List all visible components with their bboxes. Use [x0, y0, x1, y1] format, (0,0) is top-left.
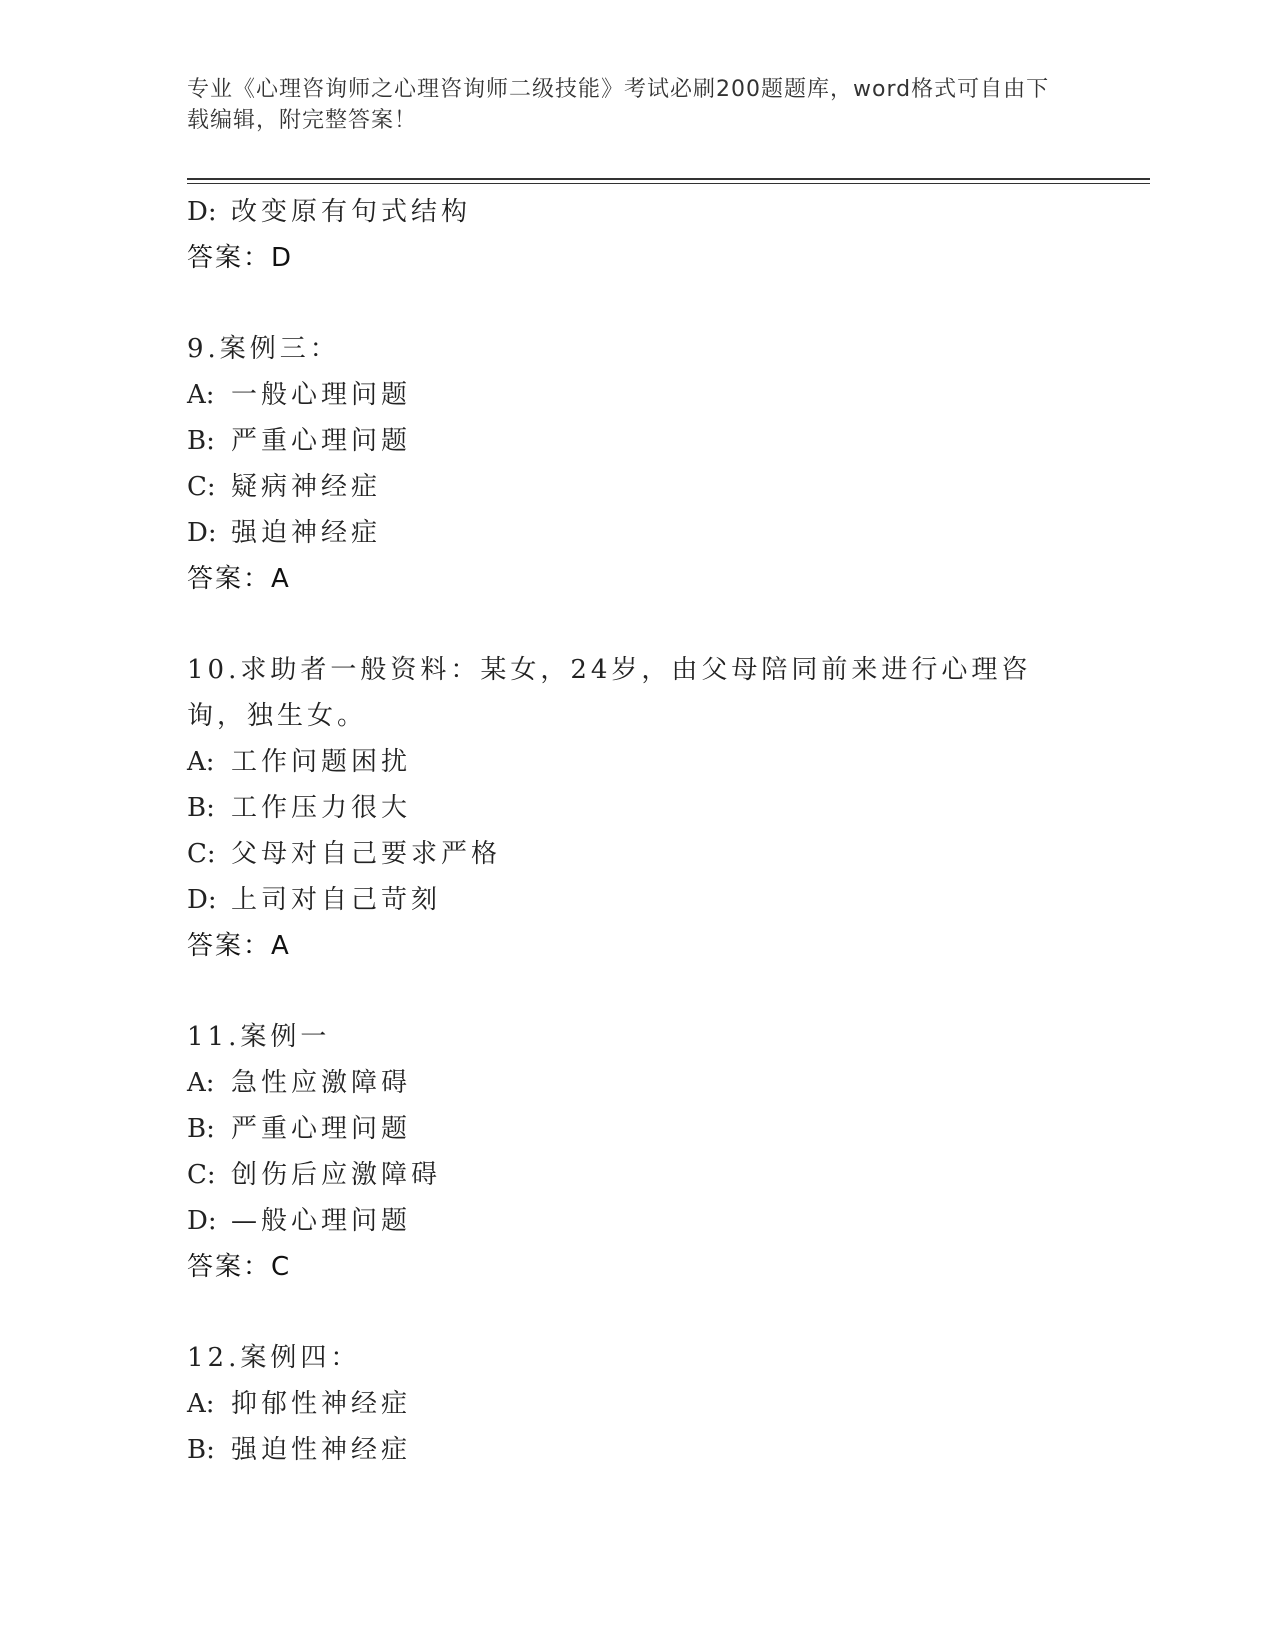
block-spacer: [187, 602, 1077, 647]
header-rule-thin: [187, 183, 1150, 184]
header-rule-thick: [187, 178, 1150, 180]
answer-line: 答案：A: [187, 931, 291, 961]
option-text: 父母对自己要求严格: [231, 839, 502, 869]
option-label: D:: [187, 518, 217, 548]
option-text: 上司对自己苛刻: [231, 885, 442, 915]
question-list: [187, 189, 1077, 1473]
option-text: 严重心理问题: [231, 1114, 412, 1144]
option-label: D:: [187, 197, 217, 227]
option-label: A:: [187, 380, 215, 410]
document-header: 专业《心理咨询师之心理咨询师二级技能》考试必刷200题题库，word格式可自由下载编辑，附完整答案！: [187, 77, 1050, 133]
option-d: [187, 510, 1077, 556]
question-text: 10.求助者一般资料：某女，24岁，由父母陪同前来进行心理咨询，独生女。: [187, 655, 1032, 731]
question-block: [187, 326, 1077, 602]
option-text: 抑郁性神经症: [231, 1389, 412, 1419]
option-c: [187, 1152, 1077, 1198]
question-text: 9.案例三：: [187, 334, 340, 364]
option-label: B:: [187, 1114, 215, 1144]
option-a: [187, 1381, 1077, 1427]
block-spacer: [187, 1290, 1077, 1335]
option-label: B:: [187, 793, 215, 823]
answer-line: 答案：A: [187, 564, 291, 594]
option-text: 创伤后应激障碍: [231, 1160, 442, 1190]
option-label: A:: [187, 747, 215, 777]
option-label: C:: [187, 1160, 216, 1190]
question-block: [187, 647, 1077, 969]
option-text: 严重心理问题: [231, 426, 412, 456]
question-block: [187, 189, 1077, 281]
option-label: D:: [187, 885, 217, 915]
question-block: [187, 1335, 1077, 1473]
option-text: 工作压力很大: [231, 793, 412, 823]
block-spacer: [187, 969, 1077, 1014]
option-text: 疑病神经症: [231, 472, 382, 502]
question-block: [187, 1014, 1077, 1290]
option-b: [187, 785, 1077, 831]
option-text: 急性应激障碍: [231, 1068, 412, 1098]
option-b: [187, 1427, 1077, 1473]
option-c: [187, 831, 1077, 877]
option-b: [187, 1106, 1077, 1152]
option-label: C:: [187, 472, 216, 502]
option-a: [187, 739, 1077, 785]
answer-line: 答案：C: [187, 1252, 292, 1282]
option-text: —般心理问题: [231, 1206, 412, 1236]
option-d: [187, 1198, 1077, 1244]
option-a: [187, 1060, 1077, 1106]
option-label: C:: [187, 839, 216, 869]
option-label: A:: [187, 1068, 215, 1098]
option-label: D:: [187, 1206, 217, 1236]
option-text: 工作问题困扰: [231, 747, 412, 777]
option-d: [187, 189, 1077, 235]
option-label: A:: [187, 1389, 215, 1419]
option-a: [187, 372, 1077, 418]
option-text: 一般心理问题: [231, 380, 412, 410]
option-d: [187, 877, 1077, 923]
option-label: B:: [187, 426, 215, 456]
block-spacer: [187, 281, 1077, 326]
option-b: [187, 418, 1077, 464]
question-text: 12.案例四：: [187, 1343, 361, 1373]
option-text: 强迫神经症: [231, 518, 382, 548]
option-text: 强迫性神经症: [231, 1435, 412, 1465]
option-text: 改变原有句式结构: [231, 197, 472, 227]
question-text: 11.案例一: [187, 1022, 331, 1052]
option-label: B:: [187, 1435, 215, 1465]
answer-line: 答案：D: [187, 243, 294, 273]
option-c: [187, 464, 1077, 510]
